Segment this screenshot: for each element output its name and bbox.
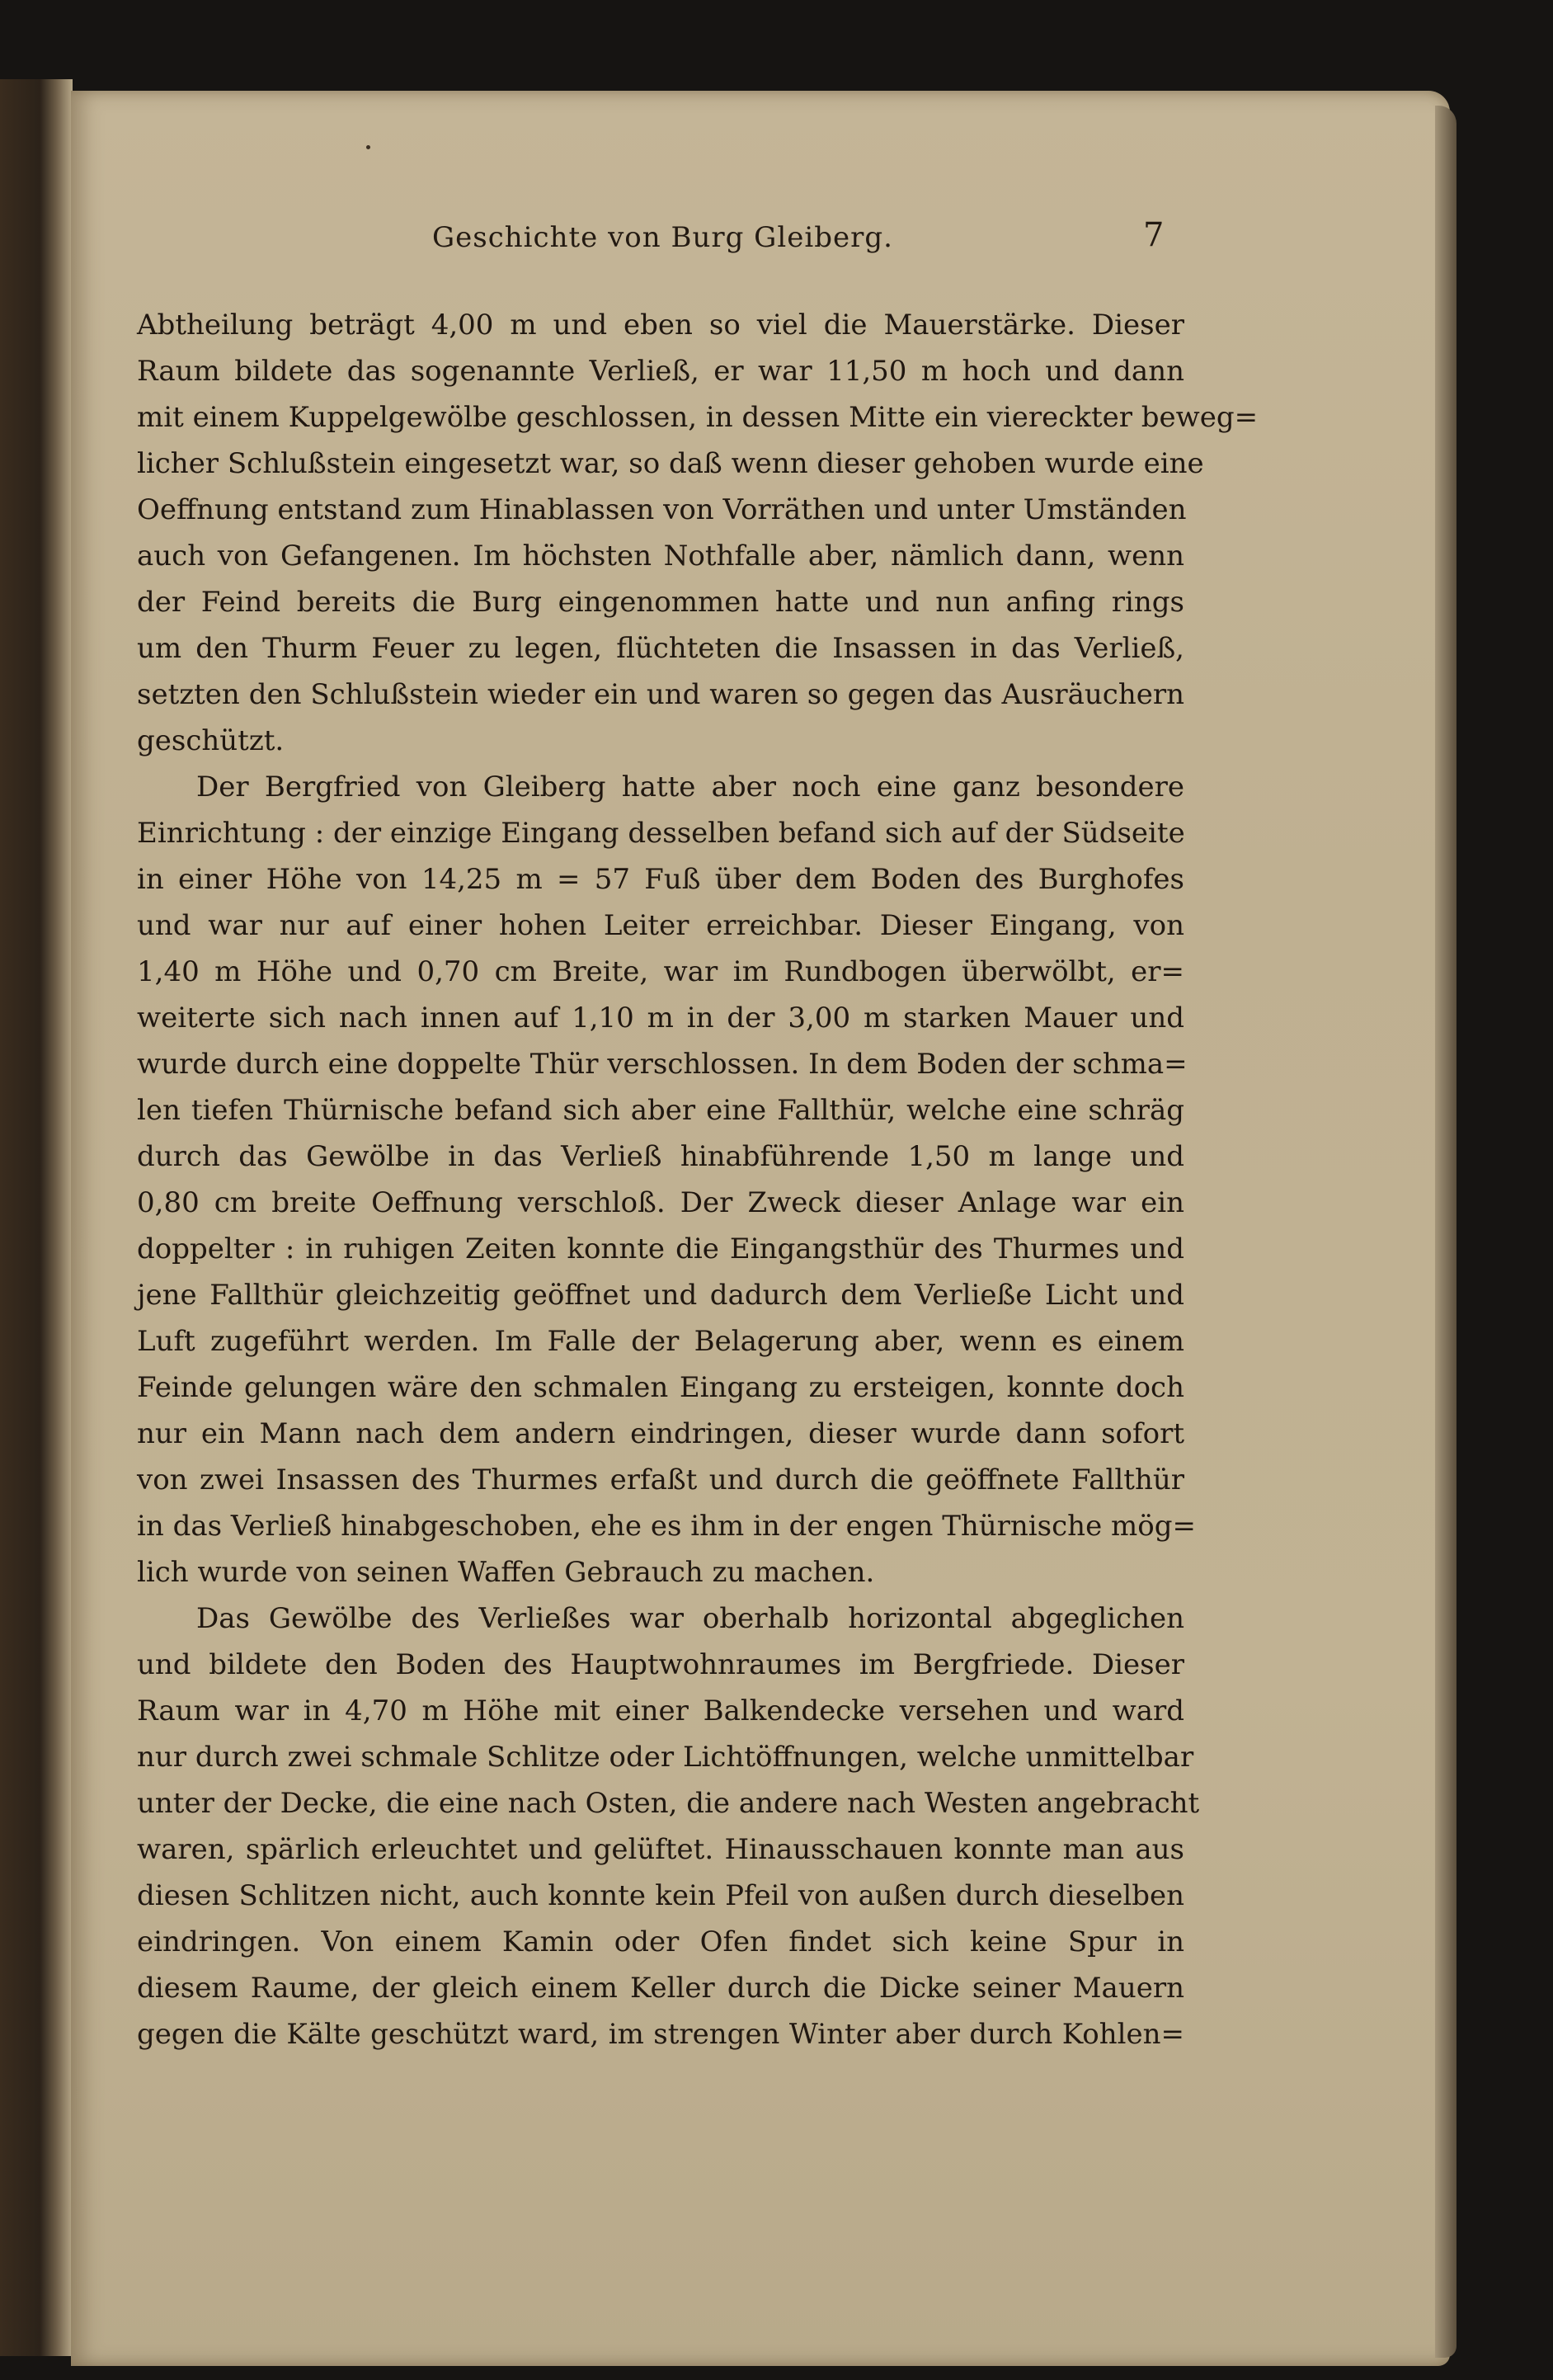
book-cover-edge xyxy=(0,79,73,2356)
page-header xyxy=(71,213,1450,262)
text-line: 0,80 cm breite Oeffnung verschloß. Der Zweck dieser Anlage war ein xyxy=(137,1186,1184,1219)
text-line: Der Bergfried von Gleiberg hatte aber noch eine ganz besondere xyxy=(196,771,1184,804)
text-line: von zwei Insassen des Thurmes erfaßt und durch die geöffnete Fallthür xyxy=(137,1463,1184,1496)
text-line: Luft zugeführt werden. Im Falle der Belagerung aber, wenn es einem xyxy=(137,1325,1184,1358)
text-line: nur ein Mann nach dem andern eindringen, dieser wurde dann sofort xyxy=(137,1417,1184,1450)
text-line: um den Thurm Feuer zu legen, flüchteten die Insassen in das Verließ, xyxy=(137,632,1184,665)
body-text xyxy=(137,302,1259,2057)
text-line: diesem Raume, der gleich einem Keller durch die Dicke seiner Mauern xyxy=(137,1972,1184,2005)
text-line: mit einem Kuppelgewölbe geschlossen, in dessen Mitte ein viereckter beweg= xyxy=(137,401,1259,434)
text-line: in das Verließ hinabgeschoben, ehe es ihm in der engen Thürnische mög= xyxy=(137,1510,1196,1543)
text-line: len tiefen Thürnische befand sich aber eine Fallthür, welche eine schräg xyxy=(137,1094,1184,1127)
text-line: Feinde gelungen wäre den schmalen Eingang zu ersteigen, konnte doch xyxy=(137,1371,1184,1404)
text-line: Oeffnung entstand zum Hinablassen von Vorräthen und unter Umständen xyxy=(137,493,1187,526)
page-edge-shadow xyxy=(1435,106,1457,2358)
text-line: und war nur auf einer hohen Leiter erreichbar. Dieser Eingang, von xyxy=(137,909,1184,942)
text-line: weiterte sich nach innen auf 1,10 m in der 3,00 m starken Mauer und xyxy=(137,1001,1184,1034)
text-line: und bildete den Boden des Hauptwohnraumes im Bergfriede. Dieser xyxy=(137,1648,1184,1681)
text-line: Raum war in 4,70 m Höhe mit einer Balkendecke versehen und ward xyxy=(137,1694,1184,1727)
text-line: Raum bildete das sogenannte Verließ, er war 11,50 m hoch und dann xyxy=(137,355,1184,388)
text-line: waren, spärlich erleuchtet und gelüftet. Hinausschauen konnte man aus xyxy=(137,1833,1184,1866)
text-line: setzten den Schlußstein wieder ein und waren so gegen das Ausräuchern xyxy=(137,678,1184,711)
text-line: durch das Gewölbe in das Verließ hinabführende 1,50 m lange und xyxy=(137,1140,1184,1173)
page-number: 7 xyxy=(1143,216,1165,254)
text-line: auch von Gefangenen. Im höchsten Nothfalle aber, nämlich dann, wenn xyxy=(137,540,1184,573)
text-line: gegen die Kälte geschützt ward, im strengen Winter aber durch Kohlen= xyxy=(137,2018,1184,2051)
text-line: geschützt. xyxy=(137,724,285,757)
text-line: der Feind bereits die Burg eingenommen hatte und nun anfing rings xyxy=(137,586,1184,619)
text-line: Einrichtung : der einzige Eingang desselben befand sich auf der Südseite xyxy=(137,817,1185,850)
text-line: Abtheilung beträgt 4,00 m und eben so viel die Mauerstärke. Dieser xyxy=(137,309,1184,342)
text-line: doppelter : in ruhigen Zeiten konnte die Eingangsthür des Thurmes und xyxy=(137,1232,1184,1265)
text-line: eindringen. Von einem Kamin oder Ofen findet sich keine Spur in xyxy=(137,1925,1184,1958)
text-line: nur durch zwei schmale Schlitze oder Lichtöffnungen, welche unmittelbar xyxy=(137,1741,1194,1774)
paper-speck xyxy=(366,145,370,149)
running-title: Geschichte von Burg Gleiberg. xyxy=(432,221,893,254)
text-line: unter der Decke, die eine nach Osten, die andere nach Westen angebracht xyxy=(137,1787,1200,1820)
text-line: 1,40 m Höhe und 0,70 cm Breite, war im Rundbogen überwölbt, er= xyxy=(137,955,1184,988)
text-line: diesen Schlitzen nicht, auch konnte kein Pfeil von außen durch dieselben xyxy=(137,1879,1184,1912)
text-line: Das Gewölbe des Verließes war oberhalb horizontal abgeglichen xyxy=(196,1602,1184,1635)
text-line: lich wurde von seinen Waffen Gebrauch zu machen. xyxy=(137,1556,875,1589)
text-line: licher Schlußstein eingesetzt war, so daß wenn dieser gehoben wurde eine xyxy=(137,447,1204,480)
text-line: in einer Höhe von 14,25 m = 57 Fuß über dem Boden des Burghofes xyxy=(137,863,1184,896)
text-line: wurde durch eine doppelte Thür verschlossen. In dem Boden der schma= xyxy=(137,1048,1188,1081)
text-line: jene Fallthür gleichzeitig geöffnet und dadurch dem Verließe Licht und xyxy=(137,1279,1184,1312)
